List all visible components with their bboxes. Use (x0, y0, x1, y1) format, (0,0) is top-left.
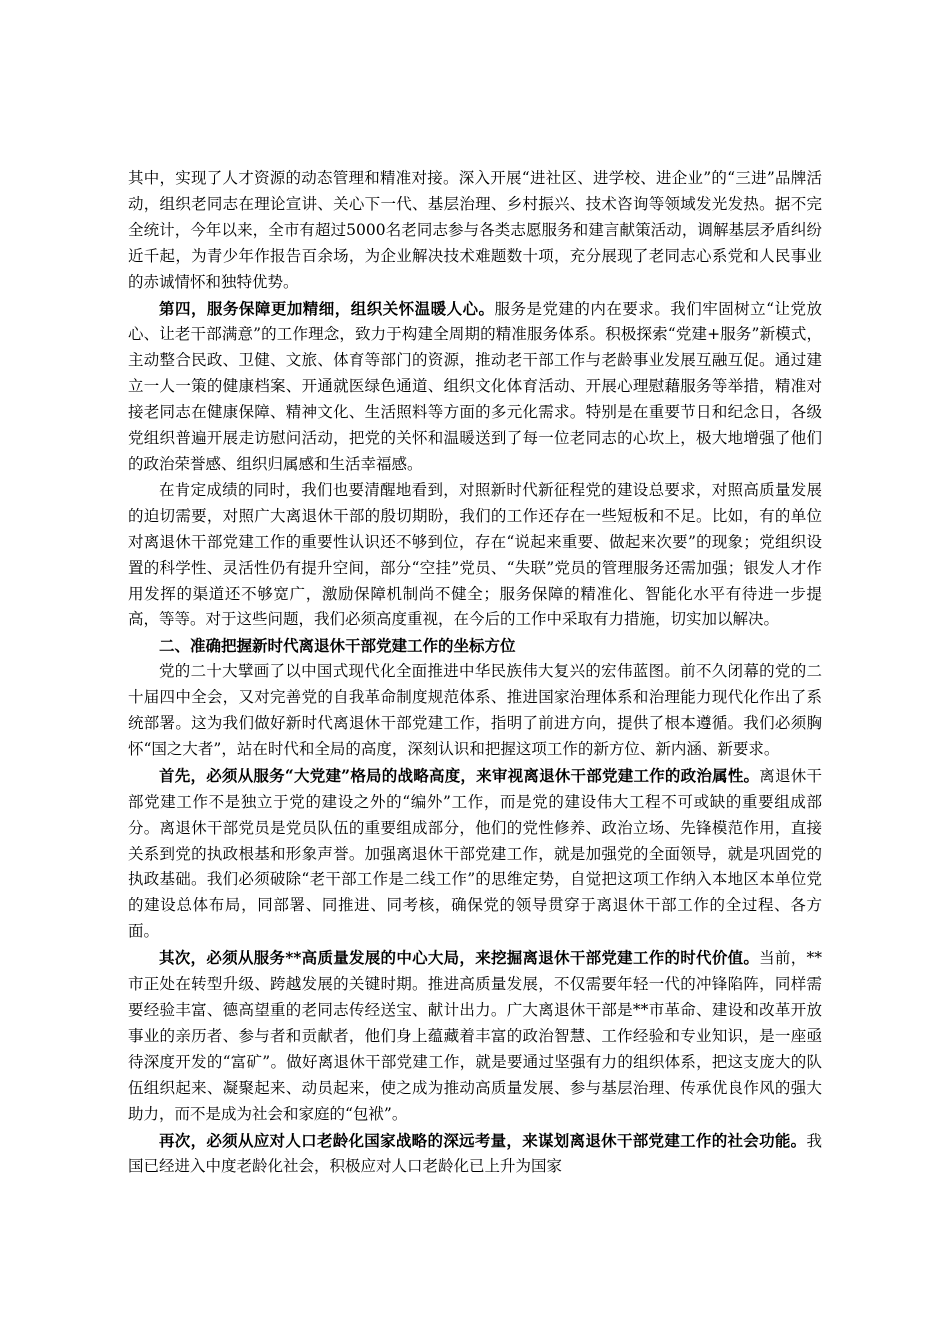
paragraph-text: 党的二十大擘画了以中国式现代化全面推进中华民族伟大复兴的宏伟蓝图。前不久闭幕的党的二十届四中全会，又对完善党的自我革命制度规范体系、推进国家治理体系和治理能力现代化作出了系统部署。这为我们做好新时代离退休干部党建工作，指明了前进方向，提供了根本遵循。我们必须胸怀“国之大者”，站在时代和全局的高度，深刻认识和把握这项工作的新方位、新内涵、新要求。 (128, 662, 822, 758)
paragraph-talent-integration (128, 166, 822, 296)
paragraph-lead: 其次，必须从服务**高质量发展的中心大局，来挖掘离退休干部党建工作的时代价值。 (159, 948, 760, 968)
paragraph-third-aging (128, 1128, 822, 1181)
paragraph-lead: 首先，必须从服务“大党建”格局的战略高度，来审视离退休干部党建工作的政治属性。 (159, 765, 760, 785)
document-page (128, 166, 822, 1180)
section-heading-text: 二、准确把握新时代离退休干部党建工作的坐标方位 (159, 636, 516, 656)
paragraph-second-development (128, 945, 822, 1127)
paragraph-lead: 第四，服务保障更加精细，组织关怀温暖人心。 (159, 298, 495, 318)
paragraph-shortcomings (128, 478, 822, 633)
paragraph-new-era (128, 659, 822, 763)
paragraph-text: 离退休干部党建工作不是独立于党的建设之外的“编外”工作，而是党的建设伟大工程不可或缺的重要组成部分。离退休干部党员是党员队伍的重要组成部分，他们的党性修养、政治立场、先锋模范作用，直接关系到党的执政根基和形象声誉。加强离退休干部党建工作，就是加强党的全面领导，就是巩固党的执政基础。我们必须破除“老干部工作是二线工作”的思维定势，自觉把这项工作纳入本地区本单位党的建设总体布局，同部署、同推进、同考核，确保党的领导贯穿于离退休干部工作的全过程、各方面。 (128, 766, 822, 941)
section-heading (128, 633, 822, 659)
paragraph-lead: 再次，必须从应对人口老龄化国家战略的深远考量，来谋划离退休干部党建工作的社会功能。 (159, 1130, 807, 1150)
paragraph-text: 在肯定成绩的同时，我们也要清醒地看到，对照新时代新征程党的建设总要求，对照高质量发展的迫切需要，对照广大离退休干部的殷切期盼，我们的工作还存在一些短板和不足。比如，有的单位对离退休干部党建工作的重要性认识还不够到位，存在“说起来重要、做起来次要”的现象；党组织设置的科学性、灵活性仍有提升空间，部分“空挂”党员、“失联”党员的管理服务还需加强；银发人才作用发挥的渠道还不够宽广，激励保障机制尚不健全；服务保障的精准化、智能化水平有待进一步提高，等等。对于这些问题，我们必须高度重视，在今后的工作中采取有力措施，切实加以解决。 (128, 480, 822, 629)
paragraph-text: 其中，实现了人才资源的动态管理和精准对接。深入开展“进社区、进学校、进企业”的“三进”品牌活动，组织老同志在理论宣讲、关心下一代、基层治理、乡村振兴、技术咨询等领域发光发热。据不完全统计，今年以来，全市有超过5000名老同志参与各类志愿服务和建言献策活动，调解基层矛盾纠纷近千起，为青少年作报告百余场，为企业解决技术难题数十项，充分展现了老同志心系党和人民事业的赤诚情怀和独特优势。 (128, 169, 822, 291)
paragraph-text: 当前，**市正处在转型升级、跨越发展的关键时期。推进高质量发展，不仅需要年轻一代的冲锋陷阵，同样需要经验丰富、德高望重的老同志传经送宝、献计出力。广大离退休干部是**市革命、建设和改革开放事业的亲历者、参与者和贡献者，他们身上蕴藏着丰富的政治智慧、工作经验和专业知识，是一座亟待深度开发的“富矿”。做好离退休干部党建工作，就是要通过坚强有力的组织体系，把这支庞大的队伍组织起来、凝聚起来、动员起来，使之成为推动高质量发展、参与基层治理、传承优良作风的强大助力，而不是成为社会和家庭的“包袱”。 (128, 949, 822, 1123)
paragraph-service-guarantee (128, 296, 822, 478)
paragraph-text: 我国已经进入中度老龄化社会，积极应对人口老龄化已上升为国家 (128, 1131, 822, 1176)
paragraph-first-political (128, 763, 822, 945)
paragraph-text: 服务是党建的内在要求。我们牢固树立“让党放心、让老干部满意”的工作理念，致力于构建全周期的精准服务体系。积极探索“党建+服务”新模式，主动整合民政、卫健、文旅、体育等部门的资源，推动老干部工作与老龄事业发展互融互促。通过建立一人一策的健康档案、开通就医绿色通道、组织文化体育活动、开展心理慰藉服务等举措，精准对接老同志在健康保障、精神文化、生活照料等方面的多元化需求。特别是在重要节日和纪念日，各级党组织普遍开展走访慰问活动，把党的关怀和温暖送到了每一位老同志的心坎上，极大地增强了他们的政治荣誉感、组织归属感和生活幸福感。 (128, 299, 822, 473)
